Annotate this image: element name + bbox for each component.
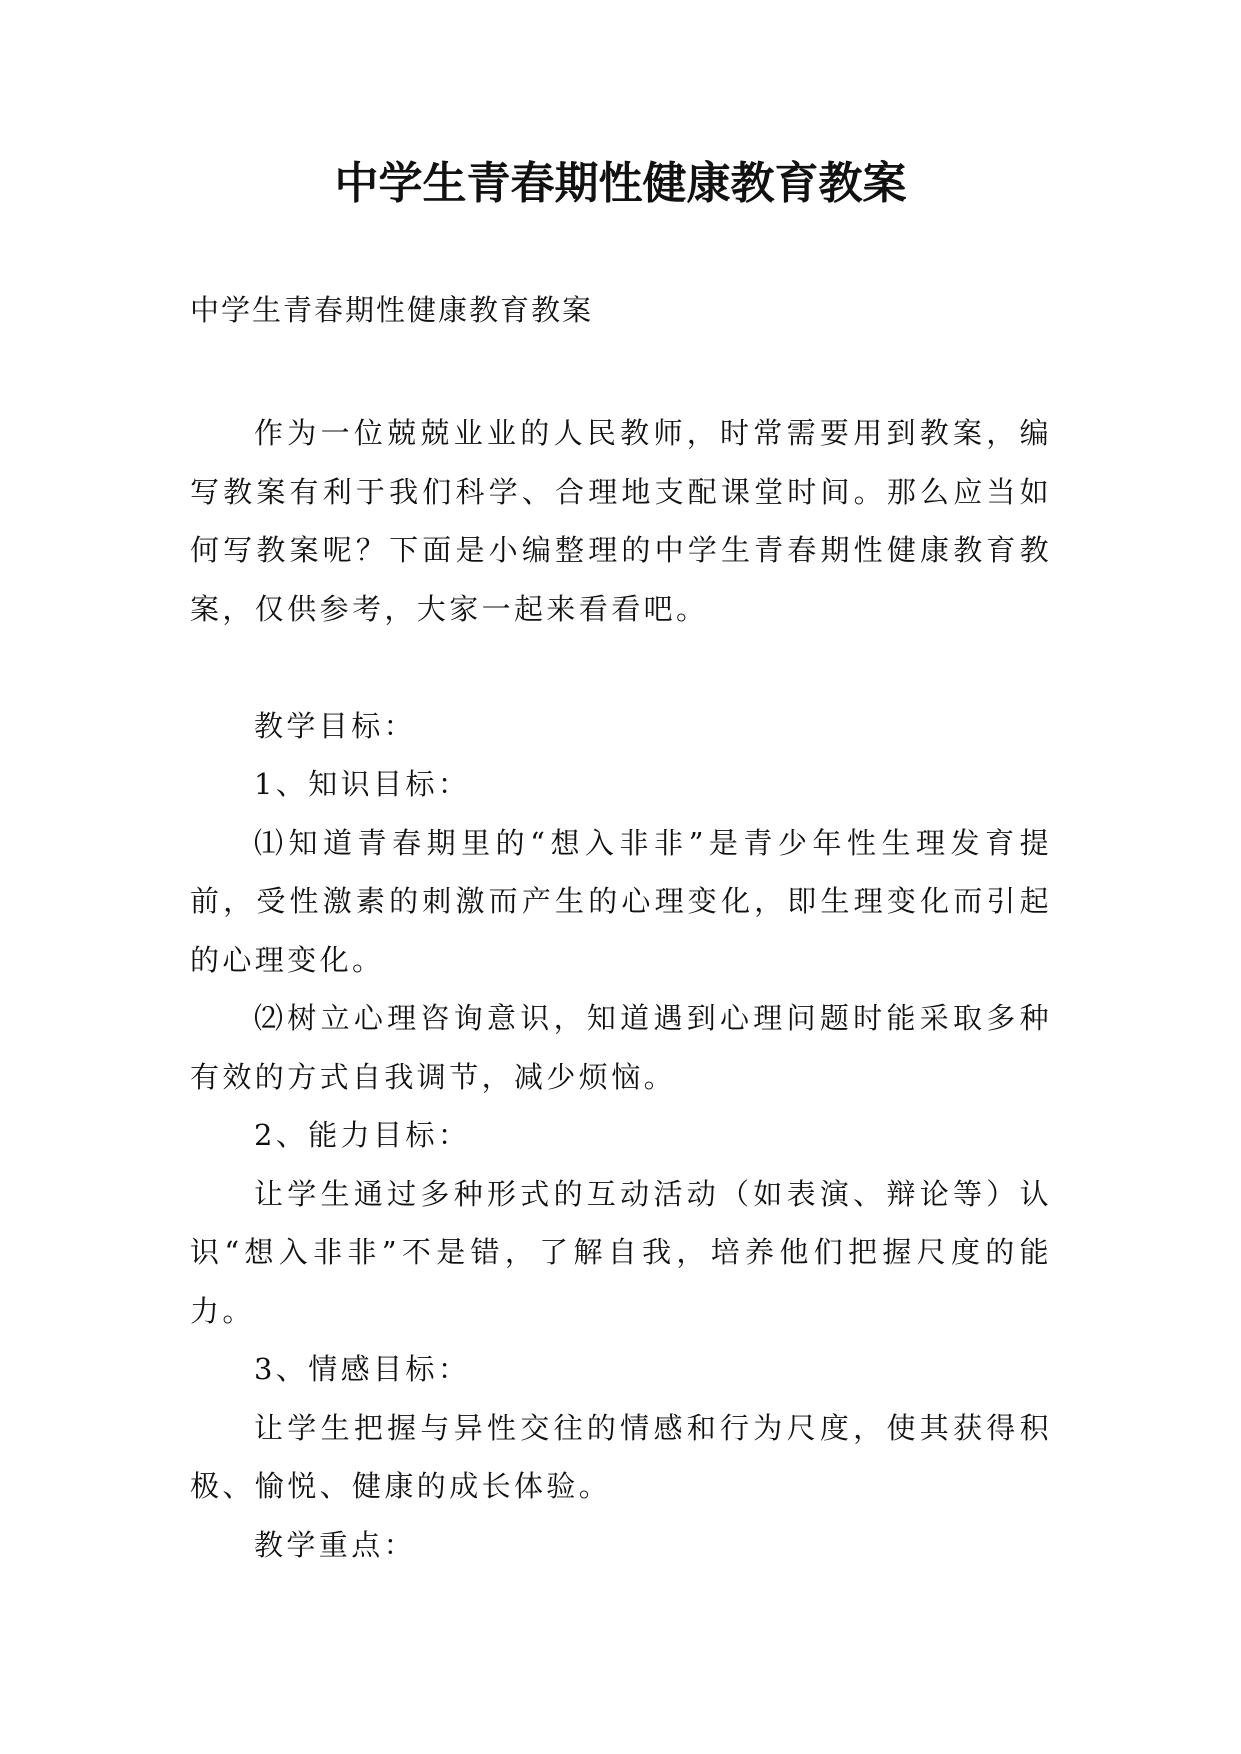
ability-goal-heading: 2、能力目标： — [254, 1118, 471, 1152]
emotion-goal-heading: 3、情感目标： — [254, 1352, 471, 1386]
document-body — [190, 404, 1052, 1574]
document-subtitle: 中学生青春期性健康教育教案 — [190, 293, 594, 327]
ability-goal-text: 让学生通过多种形式的互动活动（如表演、辩论等）认识“想入非非”不是错，了解自我，培养他们把握尺度的能力。 — [190, 1176, 1052, 1328]
document-title: 中学生青春期性健康教育教案 — [334, 158, 907, 209]
knowledge-goal-item-1: ⑴知道青春期里的“想入非非”是青少年性生理发育提前，受性激素的刺激而产生的心理变化，即生理变化而引起的心理变化。 — [190, 825, 1052, 977]
emotion-goal-text: 让学生把握与异性交往的情感和行为尺度，使其获得积极、愉悦、健康的成长体验。 — [190, 1410, 1052, 1503]
intro-paragraph: 作为一位兢兢业业的人民教师，时常需要用到教案，编写教案有利于我们科学、合理地支配课堂时间。那么应当如何写教案呢？下面是小编整理的中学生青春期性健康教育教案，仅供参考，大家一起来看看吧。 — [190, 416, 1052, 626]
goals-heading: 教学目标： — [254, 708, 417, 743]
teaching-focus-heading: 教学重点： — [254, 1527, 417, 1562]
paragraph-spacer — [190, 638, 1052, 697]
knowledge-goal-item-2: ⑵树立心理咨询意识，知道遇到心理问题时能采取多种有效的方式自我调节，减少烦恼。 — [190, 1001, 1052, 1094]
knowledge-goal-heading: 1、知识目标： — [254, 767, 471, 801]
